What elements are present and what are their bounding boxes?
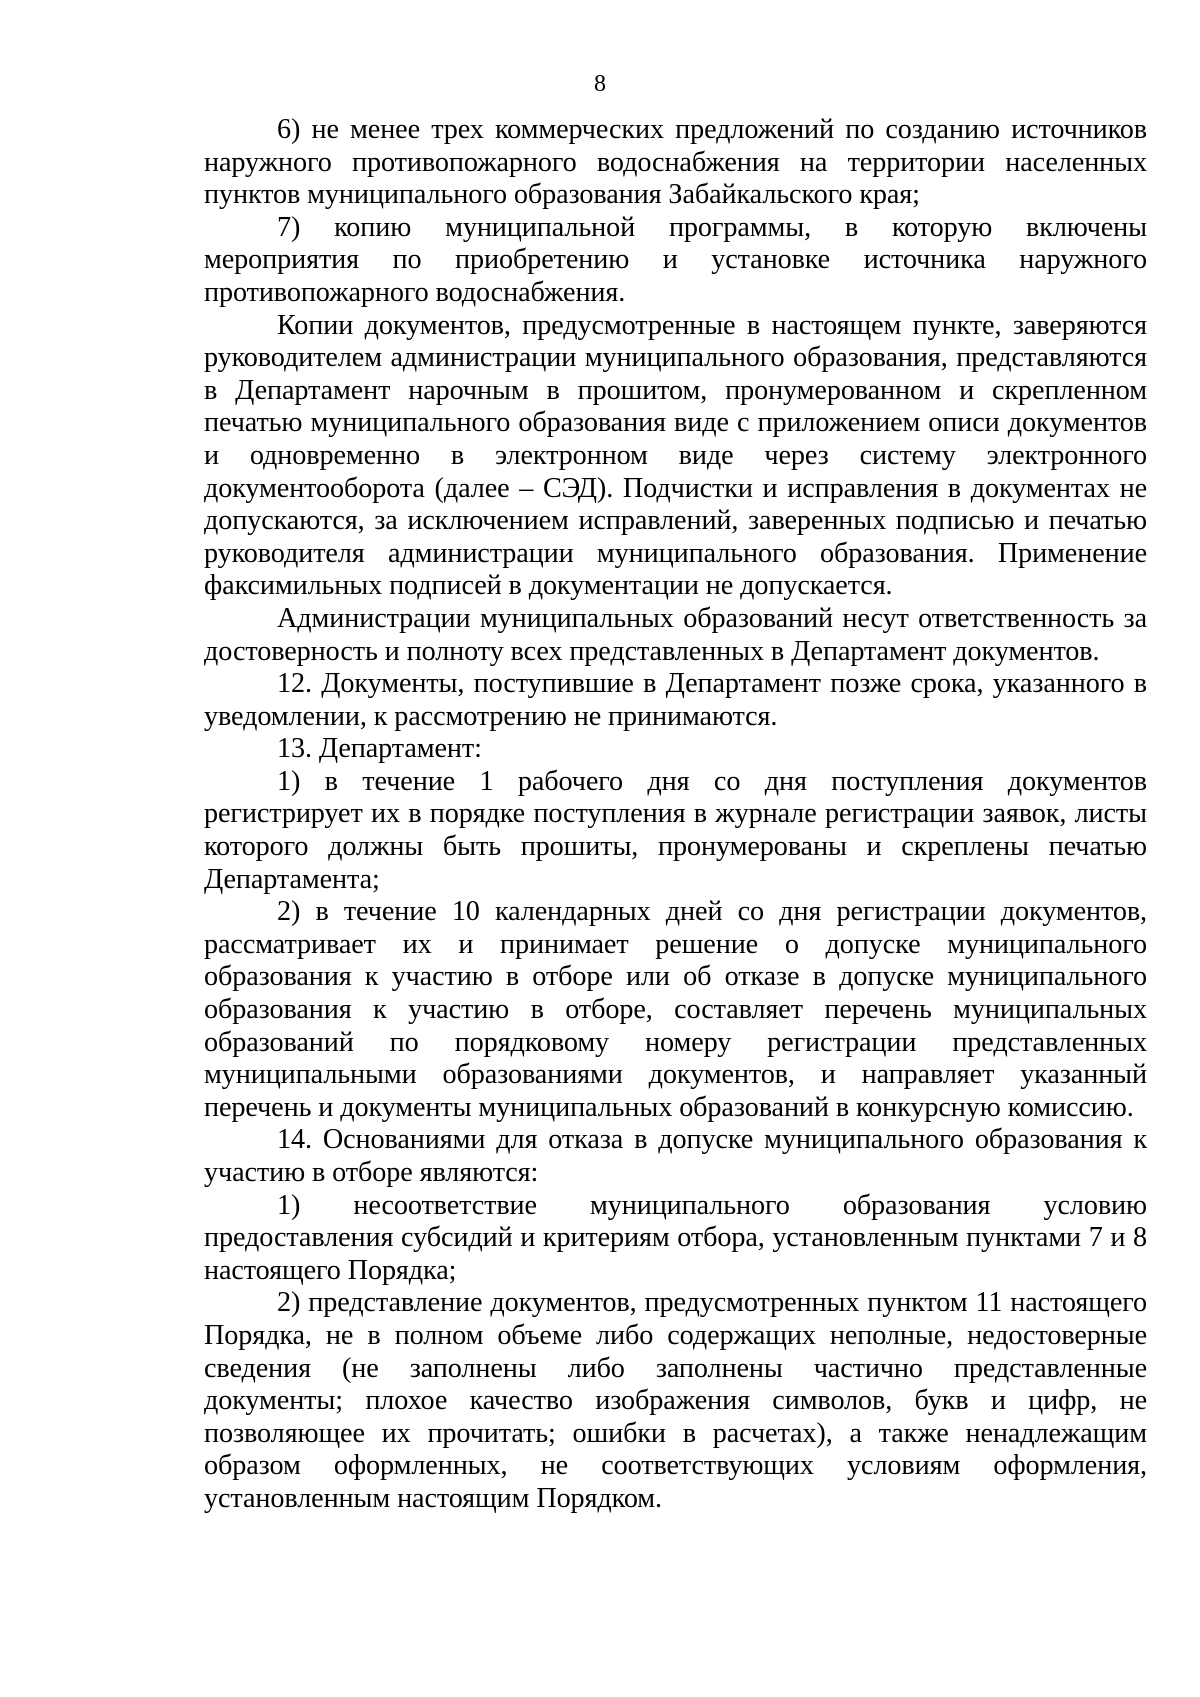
paragraph-clause-12: 12. Документы, поступившие в Департамент позже срока, указанного в уведомлении, к рассмотрению не принимаются. (204, 668, 1147, 732)
paragraph-copies-certification: Копии документов, предусмотренные в настоящем пункте, заверяются руководителем администрации муниципального образования, представляются в Департамент нарочным в прошитом, пронумерованном и скрепленном печатью муниципального образования виде с приложением описи документов и одновременно в электронном виде через систему электронного документооборота (далее – СЭД). Подчистки и исправления в документах не допускаются, за исключением исправлений, заверенных подписью и печатью руководителя администрации муниципального образования. Применение факсимильных подписей в документации не допускается. (204, 309, 1147, 602)
paragraph-clause-13-item-1: 1) в течение 1 рабочего дня со дня поступления документов регистрирует их в порядке поступления в журнале регистрации заявок, листы которого должны быть прошиты, пронумерованы и скреплены печатью Департамента; (204, 765, 1147, 895)
paragraph-clause-14-item-2: 2) представление документов, предусмотренных пунктом 11 настоящего Порядка, не в полном объеме либо содержащих неполные, недостоверные сведения (не заполнены либо заполнены частично представленные документы; плохое качество изображения символов, букв и цифр, не позволяющее их прочитать; ошибки в расчетах), а также ненадлежащим образом оформленных, не соответствующих условиям оформления, установленным настоящим Порядком. (204, 1287, 1147, 1514)
paragraph-clause-13: 13. Департамент: (277, 733, 482, 765)
paragraph-item-6: 6) не менее трех коммерческих предложений по созданию источников наружного противопожарного водоснабжения на территории населенных пунктов муниципального образования Забайкальского края; (204, 114, 1147, 211)
page-number: 8 (594, 71, 606, 97)
paragraph-clause-14: 14. Основаниями для отказа в допуске муниципального образования к участию в отборе являются: (204, 1124, 1147, 1188)
paragraph-administration-responsibility: Администрации муниципальных образований несут ответственность за достоверность и полноту всех представленных в Департамент документов. (204, 602, 1147, 667)
paragraph-clause-14-item-1: 1) несоответствие муниципального образования условию предоставления субсидий и критериям отбора, установленным пунктами 7 и 8 настоящего Порядка; (204, 1189, 1147, 1286)
paragraph-item-7: 7) копию муниципальной программы, в которую включены мероприятия по приобретению и установке источника наружного противопожарного водоснабжения. (204, 211, 1147, 308)
paragraph-clause-13-item-2: 2) в течение 10 календарных дней со дня регистрации документов, рассматривает их и принимает решение о допуске муниципального образования к участию в отборе или об отказе в допуске муниципального образования к участию в отборе, составляет перечень муниципальных образований по порядковому номеру регистрации представленных муниципальными образованиями документов, и направляет указанный перечень и документы муниципальных образований в конкурсную комиссию. (204, 896, 1147, 1123)
document-body (204, 114, 1147, 1516)
